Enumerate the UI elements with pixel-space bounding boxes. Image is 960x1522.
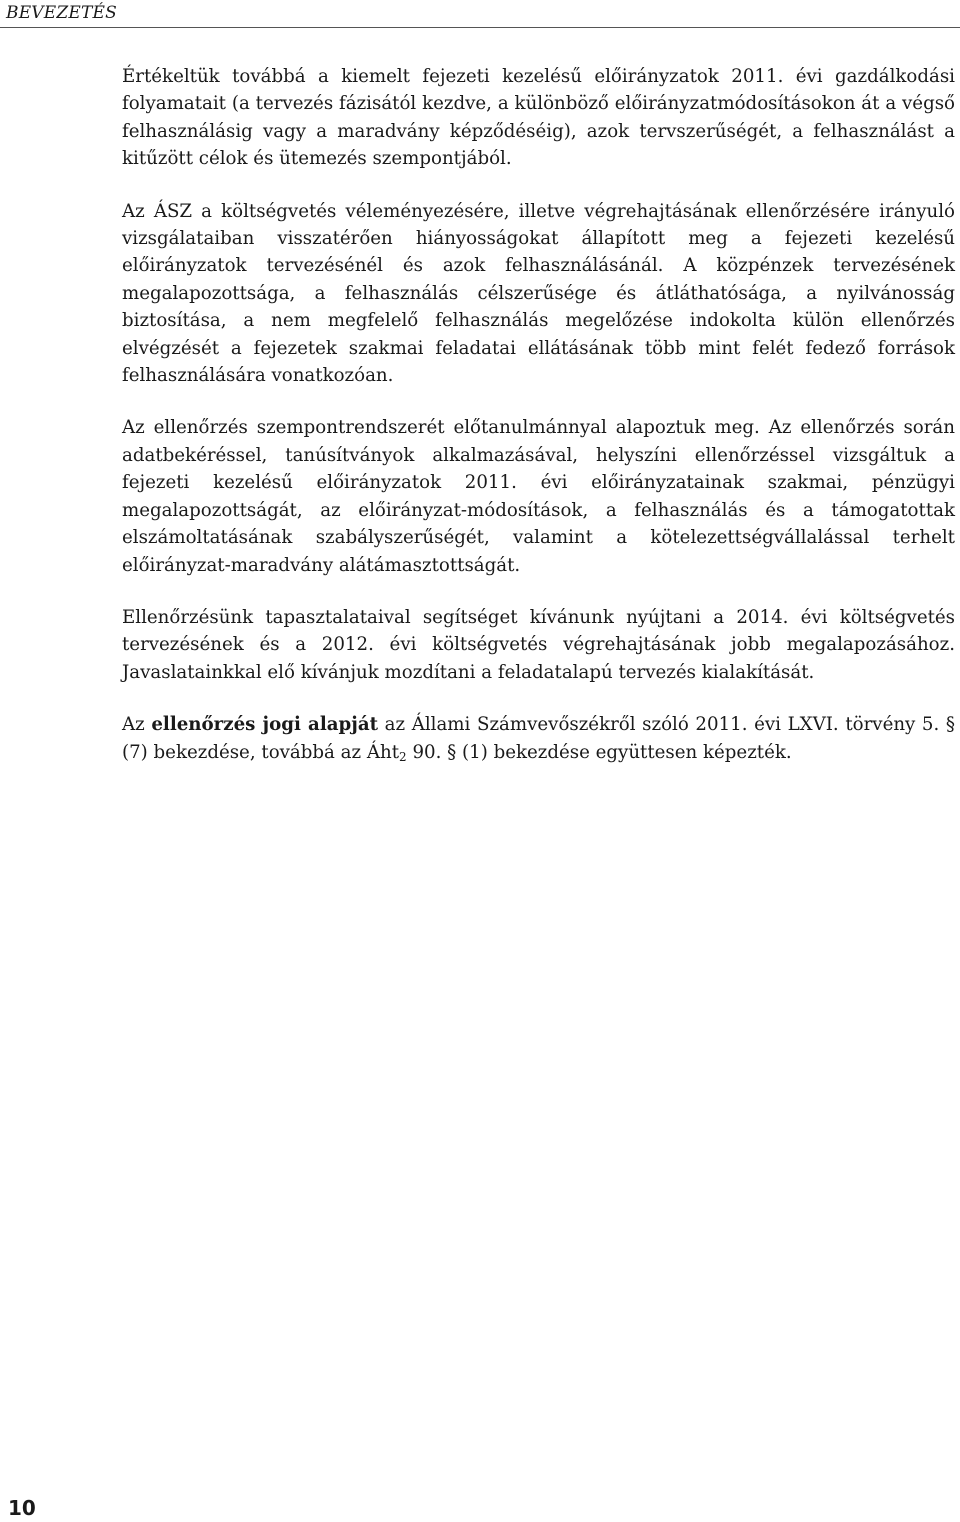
- legal-basis-suffix: 90. § (1) bekezdése együttesen képezték.: [406, 741, 792, 763]
- document-body: [122, 63, 955, 791]
- legal-basis-emphasis: ellenőrzés jogi alapját: [151, 714, 379, 736]
- paragraph-purpose: Ellenőrzésünk tapasztalataival segítséget kívánunk nyújtani a 2014. évi költségvetés tervezésének és a 2012. évi költségvetés végrehajtásának jobb megalapozásához. Javaslatainkkal elő kívánjuk mozdítani a feladatalapú tervezés kialakítását.: [122, 606, 955, 683]
- paragraph-background: Az ÁSZ a költségvetés véleményezésére, illetve végrehajtásának ellenőrzésére irányuló vizsgálataiban visszatérően hiányosságokat állapított meg a fejezeti kezelésű előirányzatok tervezésénél és azok felhasználásánál. A közpénzek tervezésének megalapozottsága, a felhasználás célszerűsége és átláthatósága, a nyilvánosság biztosítása, a nem megfelelő felhasználás megelőzése indokolta külön ellenőrzés elvégzését a fejezetek szakmai feladatai ellátásának több mint felét fedező források felhasználására vonatkozóan.: [122, 200, 955, 387]
- paragraph-evaluation: Értékeltük továbbá a kiemelt fejezeti kezelésű előirányzatok 2011. évi gazdálkodási folyamatait (a tervezés fázisától kezdve, a különböző előirányzatmódosításokon át a végső felhasználásig vagy a maradvány képződéséig), azok tervszerűségét, a felhasználást a kitűzött célok és ütemezés szempontjából.: [122, 66, 955, 170]
- legal-basis-prefix: Az: [122, 714, 152, 736]
- paragraph-legal-basis: [122, 711, 955, 766]
- running-header: BEVEZETÉS: [6, 3, 118, 23]
- page-number: 10: [8, 1496, 36, 1520]
- legal-basis-subscript: 2: [399, 749, 407, 764]
- header-rule: [0, 27, 960, 28]
- paragraph-methodology: Az ellenőrzés szempontrendszerét előtanulmánnyal alapoztuk meg. Az ellenőrzés során adatbekéréssel, tanúsítványok alkalmazásával, helyszíni ellenőrzéssel vizsgáltuk a fejezeti kezelésű előirányzatok 2011. évi előirányzatainak szakmai, pénzügyi megalapozottságát, az előirányzat-módosítások, a felhasználás és a támogatottak elszámoltatásának szabályszerűségét, valamint a kötelezettségvállalással terhelt előirányzat-maradvány alátámasztottságát.: [122, 417, 955, 576]
- legal-basis-middle: az Állami Számvevőszékről szóló 2011. évi LXVI. törvény 5. § (7) bekezdése, továbbá az Áht: [122, 714, 956, 763]
